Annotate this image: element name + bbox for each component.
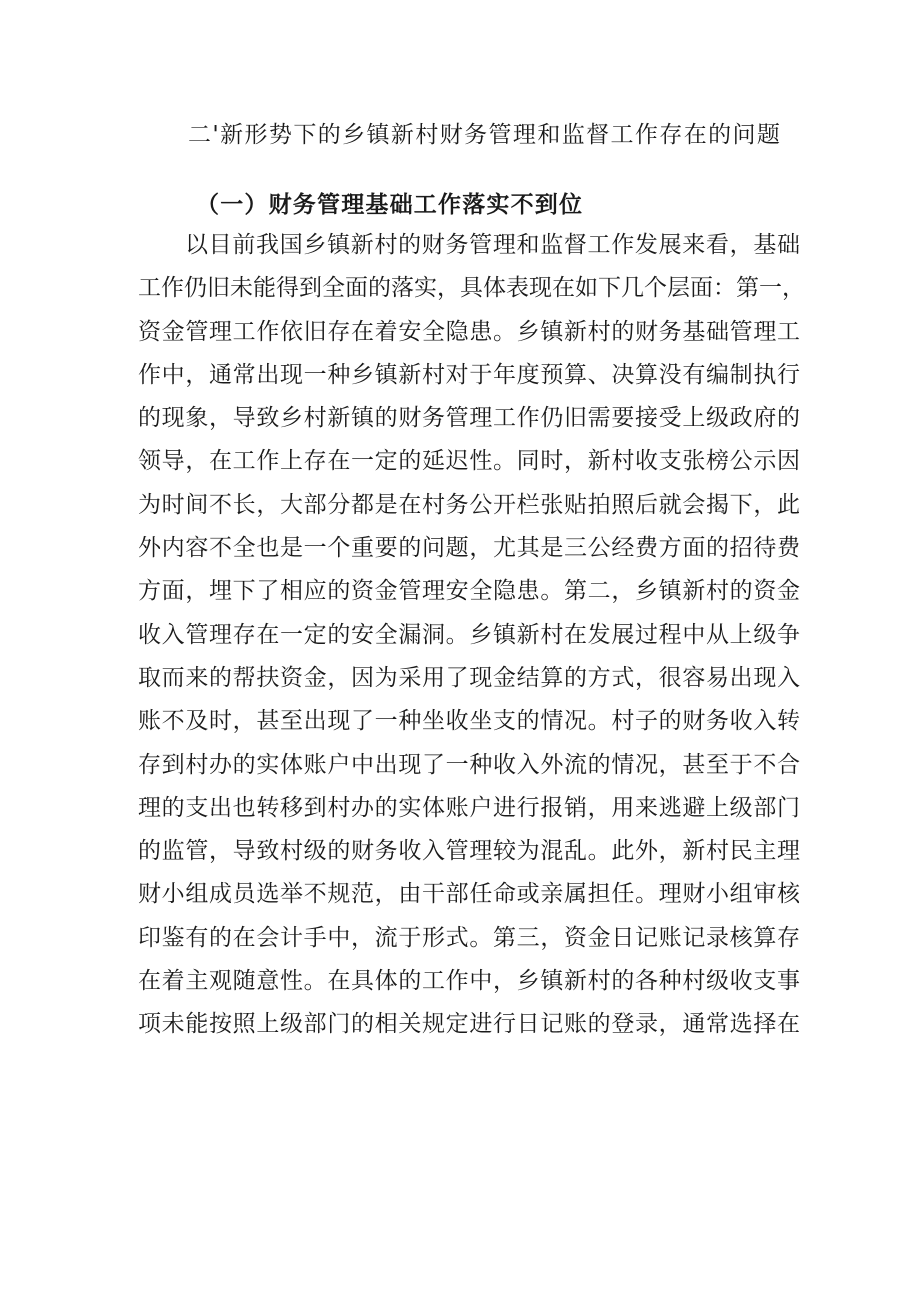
paragraph-line: 资金管理工作依旧存在着安全隐患。乡镇新村的财务基础管理工 xyxy=(138,318,800,345)
paragraph-line: 取而来的帮扶资金，因为采用了现金结算的方式，很容易出现入 xyxy=(138,664,800,691)
paragraph-line: 领导，在工作上存在一定的延迟性。同时，新村收支张榜公示因 xyxy=(138,448,800,475)
paragraph-line: 项未能按照上级部门的相关规定进行日记账的登录，通常选择在 xyxy=(138,1011,800,1038)
paragraph-line: 财小组成员选举不规范，由干部任命或亲属担任。理财小组审核 xyxy=(138,881,800,908)
paragraph-line: 的监管，导致村级的财务收入管理较为混乱。此外，新村民主理 xyxy=(138,838,800,865)
paragraph-line: 理的支出也转移到村办的实体账户进行报销，用来逃避上级部门 xyxy=(138,794,800,821)
paragraph-line: 在着主观随意性。在具体的工作中，乡镇新村的各种村级收支事 xyxy=(138,968,800,995)
paragraph-line: 工作仍旧未能得到全面的落实，具体表现在如下几个层面：第一， xyxy=(138,275,805,302)
paragraph-line: 以目前我国乡镇新村的财务管理和监督工作发展来看，基础 xyxy=(185,232,800,258)
paragraph-line: 方面，埋下了相应的资金管理安全隐患。第二，乡镇新村的资金 xyxy=(138,578,800,605)
section-heading: 二'新形势下的乡镇新村财务管理和监督工作存在的问题 xyxy=(188,122,782,148)
subsection-heading: （一）财务管理基础工作落实不到位 xyxy=(196,192,584,218)
paragraph-line: 存到村办的实体账户中出现了一种收入外流的情况，甚至于不合 xyxy=(138,751,800,778)
paragraph xyxy=(138,224,805,1047)
paragraph-line: 的现象，导致乡村新镇的财务管理工作仍旧需要接受上级政府的 xyxy=(138,405,800,432)
paragraph-line: 印鉴有的在会计手中，流于形式。第三，资金日记账记录核算存 xyxy=(138,924,800,951)
paragraph-line: 账不及时，甚至出现了一种坐收坐支的情况。村子的财务收入转 xyxy=(138,708,800,735)
paragraph-line: 为时间不长，大部分都是在村务公开栏张贴拍照后就会揭下，此 xyxy=(138,491,800,518)
paragraph-line: 外内容不全也是一个重要的问题，尤其是三公经费方面的招待费 xyxy=(138,535,800,562)
paragraph-line: 收入管理存在一定的安全漏洞。乡镇新村在发展过程中从上级争 xyxy=(138,621,800,648)
paragraph-line: 作中，通常出现一种乡镇新村对于年度预算、决算没有编制执行 xyxy=(138,361,800,388)
